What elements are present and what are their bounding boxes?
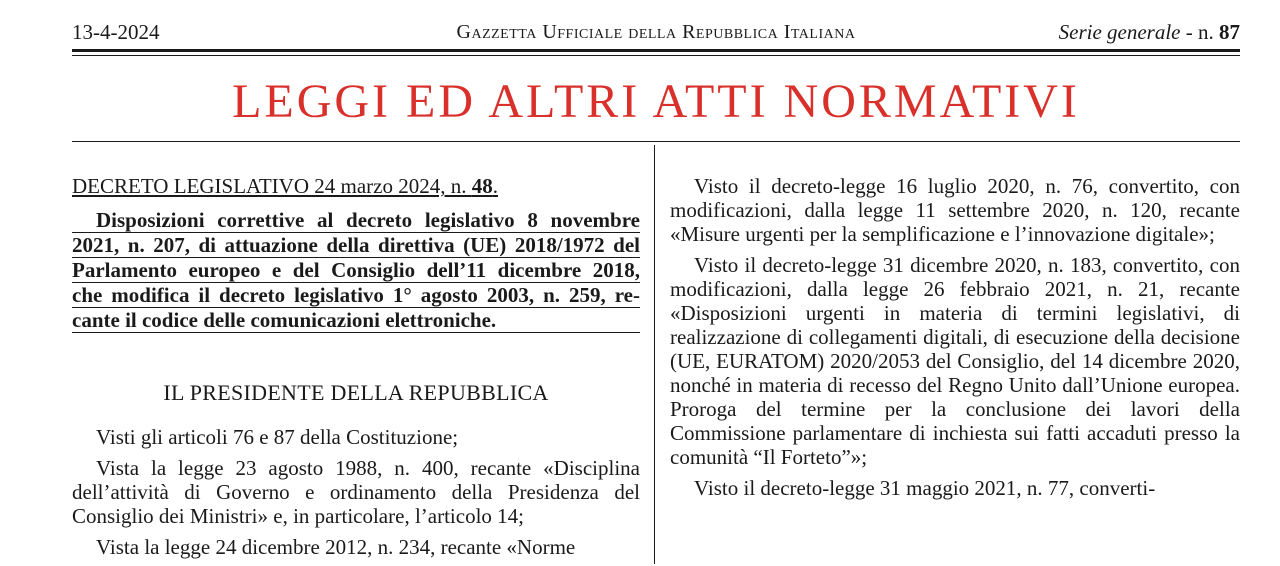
- decree-title: [72, 208, 640, 333]
- decree-title-line: Parlamento europeo e del Consiglio dell’11 dicembre 2018,: [72, 258, 640, 282]
- president-heading: IL PRESIDENTE DELLA REPUBBLICA: [163, 380, 549, 405]
- paragraph: Vista la legge 23 agosto 1988, n. 400, recante «Disciplina dell’attività di Governo e ordinamento della Presidenza del Consiglio dei Ministri» e, in particolare, l’articolo 14;: [72, 456, 640, 528]
- publication-title: Gazzetta Ufficiale della Repubblica Italiana: [456, 21, 856, 43]
- decree-title-line: che modifica il decreto legislativo 1° agosto 2003, n. 259, re-: [72, 283, 640, 307]
- paragraph: Visti gli articoli 76 e 87 della Costituzione;: [96, 425, 459, 449]
- decree-heading-suffix: .: [492, 174, 498, 198]
- series-number: 87: [1219, 20, 1240, 44]
- decree-title-line: cante il codice delle comunicazioni elettroniche.: [72, 308, 640, 333]
- decree-number: 48: [471, 174, 493, 198]
- series-info: [1059, 20, 1240, 45]
- left-column: [72, 174, 640, 566]
- paragraph: Visto il decreto-legge 31 maggio 2021, n. 77, converti-: [694, 476, 1156, 500]
- series-separator: - n.: [1180, 20, 1219, 44]
- header-rule-thin: [72, 55, 1240, 56]
- section-rule: [72, 141, 1240, 142]
- series-label: Serie generale: [1058, 20, 1181, 44]
- paragraph: Visto il decreto-legge 16 luglio 2020, n. 76, convertito, con modificazioni, dalla legge 11 settembre 2020, n. 120, recante «Misure urgenti per la semplificazione e l’innovazione digitale»;: [670, 174, 1240, 246]
- header-rule-thick: [72, 49, 1240, 52]
- paragraph: Visto il decreto-legge 31 dicembre 2020, n. 183, convertito, con modificazioni, dalla legge 26 febbraio 2021, n. 21, recante «Disposizioni urgenti in materia di termini legislativi, di realizzazione di collegamenti digitali, di esecuzione della decisione (UE, EURATOM) 2020/2053 del Consiglio, del 14 dicembre 2020, nonché in materia di recesso del Regno Unito dall’Unione europea. Proroga del termine per la conclusione dei lavori della Commissione parlamentare di inchiesta sui fatti accaduti presso la comunità “Il Forteto”»;: [670, 253, 1240, 469]
- paragraph: Vista la legge 24 dicembre 2012, n. 234, recante «Norme: [96, 535, 576, 559]
- column-divider: [654, 145, 655, 564]
- section-title: LEGGI ED ALTRI ATTI NORMATIVI: [232, 75, 1080, 128]
- page-header: [72, 18, 1240, 48]
- decree-heading: [72, 174, 640, 198]
- decree-title-line: Disposizioni correttive al decreto legislativo 8 novembre: [72, 208, 640, 233]
- right-column: [670, 174, 1240, 507]
- decree-heading-prefix: DECRETO LEGISLATIVO 24 marzo 2024, n.: [72, 174, 472, 198]
- issue-date: 13-4-2024: [72, 20, 160, 44]
- decree-title-line: 2021, n. 207, di attuazione della direttiva (UE) 2018/1972 del: [72, 233, 640, 257]
